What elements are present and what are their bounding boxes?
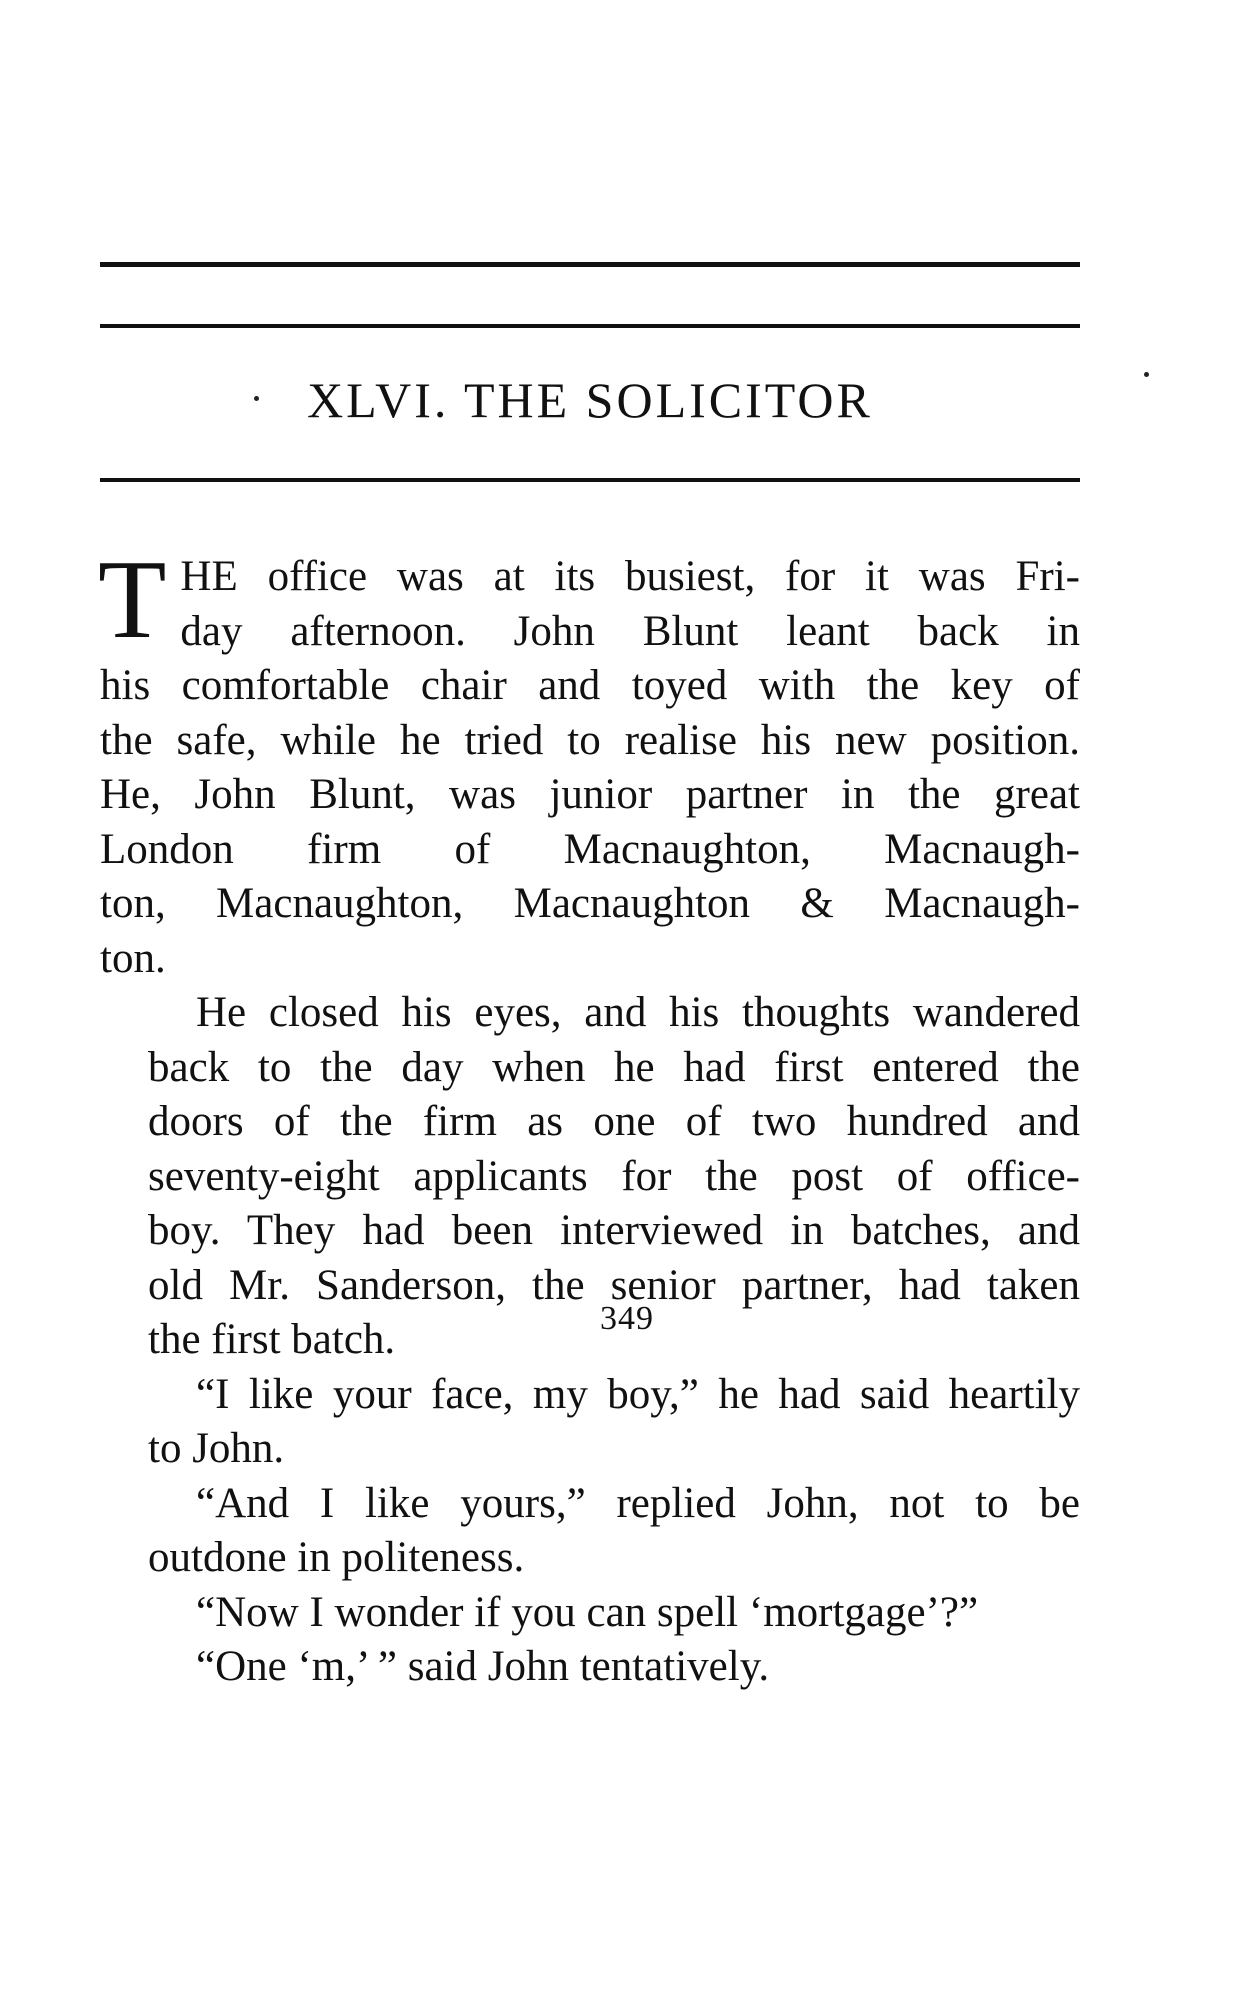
lower-heading-rule <box>100 478 1080 482</box>
text-line: old Mr. Sanderson, the senior partner, had taken <box>148 1261 1080 1309</box>
text-line: boy. They had been interviewed in batches, and <box>148 1207 1080 1254</box>
text-line: back to the day when he had first entered the <box>148 1043 1080 1091</box>
text-line: London firm of Macnaughton, Macnaugh- <box>100 825 1080 873</box>
text-line: ton, Macnaughton, Macnaughton & Macnaugh- <box>100 880 1080 927</box>
text-line: He, John Blunt, was junior partner in the great <box>100 771 1080 818</box>
text-line: doors of the firm as one of two hundred and <box>148 1098 1080 1145</box>
margin-speck <box>1144 372 1149 377</box>
top-rule <box>100 262 1080 267</box>
paragraph-1 <box>98 538 1080 986</box>
paragraph-5 <box>100 1586 1080 1641</box>
text-line: seventy-eight applicants for the post of office- <box>148 1152 1080 1200</box>
text-line: to John. <box>148 1425 285 1472</box>
text-line: the safe, while he tried to realise his new position. <box>100 716 1080 764</box>
text-line: outdone in politeness. <box>148 1534 525 1581</box>
text-line: the first batch. <box>148 1316 396 1363</box>
text-line: ton. <box>100 934 166 982</box>
body-text <box>98 538 1080 1695</box>
text-line: He closed his eyes, and his thoughts wandered <box>196 989 1080 1036</box>
page-number: 349 <box>600 1300 654 1337</box>
paragraph-6 <box>100 1640 1080 1695</box>
text-line: “Now I wonder if you can spell ‘mortgage’?” <box>196 1588 979 1636</box>
paragraph-4 <box>100 1477 1080 1586</box>
text-line: “One ‘m,’ ” said John tentatively. <box>196 1643 770 1690</box>
drop-cap: T <box>98 538 167 662</box>
text-line: “I like your face, my boy,” he had said heartily <box>196 1370 1080 1418</box>
upper-heading-rule <box>100 324 1080 328</box>
text-line: HE office was at its busiest, for it was Fri- <box>180 553 1080 600</box>
chapter-heading: XLVI. THE SOLICITOR <box>307 372 873 428</box>
text-line: day afternoon. John Blunt leant back in <box>180 607 1080 655</box>
text-line: “And I like yours,” replied John, not to be <box>196 1479 1080 1527</box>
paragraph-3 <box>100 1368 1080 1477</box>
text-line: his comfortable chair and toyed with the key of <box>100 662 1080 709</box>
